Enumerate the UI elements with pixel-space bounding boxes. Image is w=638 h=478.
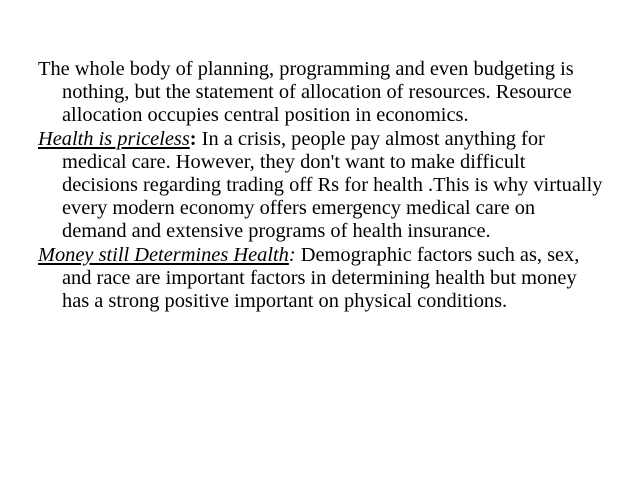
slide-body [38,58,604,313]
paragraph-text: The whole body of planning, programming and even budgeting is nothing, but the statement of allocation of resources. Resource allocation occupies central position in economics. [38,58,574,127]
paragraph-resource-allocation [38,58,604,128]
heading-separator: : [189,127,197,150]
paragraph-text: Demographic factors such as, sex, and race are important factors in determining health but money has a strong positive important on physical conditions. [62,243,580,313]
heading-separator: : [288,243,296,266]
paragraph-money-health [38,244,604,314]
paragraph-text: In a crisis, people pay almost anything for medical care. However, they don't want to make difficult decisions regarding trading off Rs for health .This is why virtually every modern economy offers emergency medical care on demand and extensive programs of health insurance. [62,127,603,243]
paragraph-heading: Money still Determines Health [38,243,289,266]
paragraph-health-priceless [38,128,604,244]
paragraph-heading: Health is priceless [38,127,190,150]
